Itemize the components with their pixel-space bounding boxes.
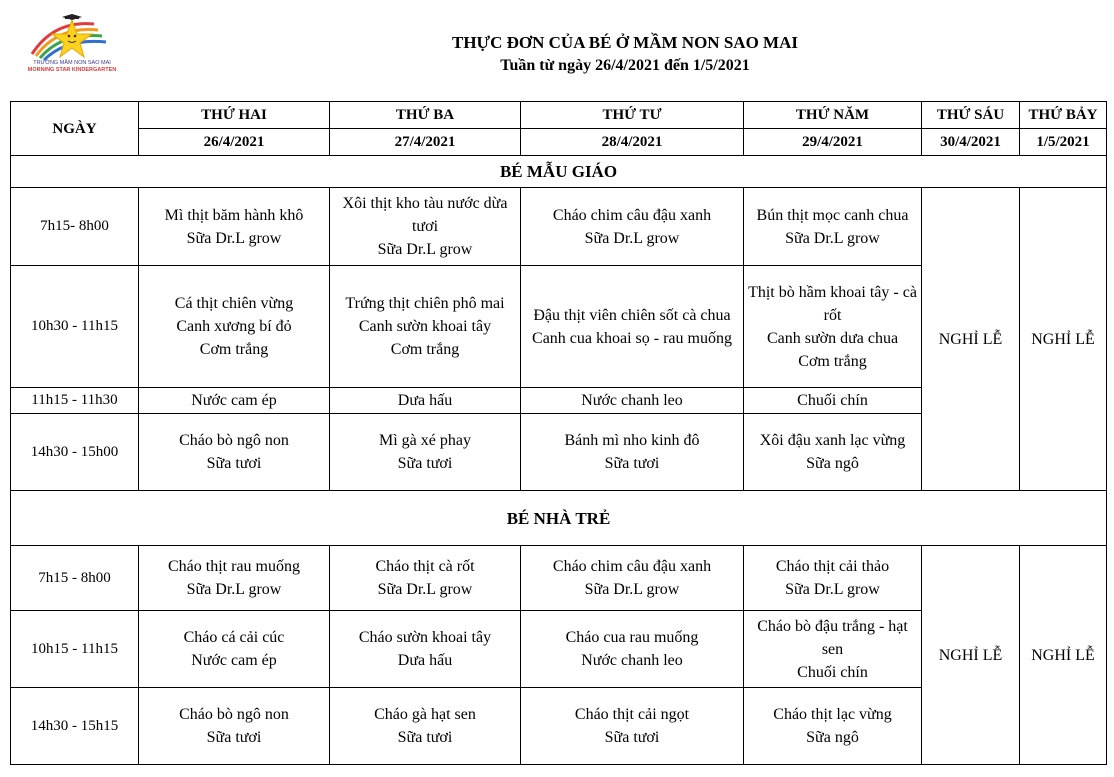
section-title-kindergarten: BÉ MẪU GIÁO [11, 156, 1107, 188]
meal-item: Bánh mì nho kinh đô [564, 432, 700, 449]
meal-time: 7h15- 8h00 [11, 188, 139, 266]
page-subtitle: Tuần từ ngày 26/4/2021 đến 1/5/2021 [500, 57, 750, 74]
meal-item: Cơm trắng [199, 341, 269, 358]
meal-item: Sữa Dr.L grow [377, 581, 473, 598]
meal-time: 14h30 - 15h15 [11, 688, 139, 765]
meal-item: Bún thịt mọc canh chua [756, 206, 909, 224]
holiday-cell: NGHỈ LỄ [1020, 546, 1107, 765]
meal-cell [744, 188, 922, 266]
meal-time: 14h30 - 15h00 [11, 414, 139, 491]
school-logo [24, 14, 120, 78]
meal-item: Xôi đậu xanh lạc vừng [759, 432, 906, 449]
holiday-cell: NGHỈ LỄ [1020, 188, 1107, 491]
meal-cell [521, 414, 744, 491]
meal-cell [139, 188, 330, 266]
logo-school-name: TRƯỜNG MẦM NON SAO MAI [33, 60, 111, 66]
meal-cell [744, 688, 922, 765]
meal-cell [744, 611, 922, 688]
logo-english-name: MORNING STAR KINDERGARTEN [27, 67, 117, 73]
holiday-cell: NGHỈ LỄ [922, 188, 1020, 491]
meal-cell [330, 611, 521, 688]
meal-cell [744, 414, 922, 491]
header-day-date: 26/4/2021 [139, 129, 330, 156]
section-title-nursery: BÉ NHÀ TRẺ [11, 491, 1107, 546]
menu-table [10, 101, 1107, 765]
meal-cell [139, 414, 330, 491]
meal-item: Cháo cua rau muống [565, 629, 699, 646]
meal-cell [521, 688, 744, 765]
meal-item: Đậu thịt viên chiên sốt cà chua [533, 306, 731, 324]
header-day-name: THỨ TƯ [521, 102, 744, 129]
meal-cell [744, 546, 922, 611]
meal-time: 10h15 - 11h15 [11, 611, 139, 688]
meal-cell [521, 266, 744, 388]
meal-item: Sữa Dr.L grow [584, 581, 680, 598]
meal-cell [521, 188, 744, 266]
header-day-name: THỨ HAI [139, 102, 330, 129]
meal-time: 7h15 - 8h00 [11, 546, 139, 611]
meal-item: Sữa tươi [397, 455, 453, 472]
meal-item: Cháo chim câu đậu xanh [552, 558, 712, 575]
meal-cell [139, 388, 330, 414]
meal-cell [744, 266, 922, 388]
meal-item: Sữa Dr.L grow [785, 229, 880, 247]
page-title: THỰC ĐƠN CỦA BÉ Ở MẦM NON SAO MAI [452, 33, 798, 52]
header-day-date: 27/4/2021 [330, 129, 521, 156]
meal-item: Cháo sườn khoai tây [358, 629, 492, 646]
meal-time: 11h15 - 11h30 [11, 388, 139, 414]
meal-cell [330, 546, 521, 611]
meal-item: Cháo bò đậu trắng - hạt sen [757, 617, 908, 658]
meal-item: Mì gà xé phay [379, 432, 471, 449]
meal-cell [330, 388, 521, 414]
meal-item: Cơm trắng [390, 341, 460, 358]
meal-item: Chuối chín [797, 392, 868, 409]
header-day-name: THỨ SÁU [922, 102, 1020, 129]
meal-item: Sữa tươi [397, 729, 453, 746]
header-day-date: 1/5/2021 [1020, 129, 1107, 156]
meal-item: Cơm trắng [798, 352, 867, 370]
header-day-date: 30/4/2021 [922, 129, 1020, 156]
meal-item: Cháo chim câu đậu xanh [552, 206, 712, 224]
meal-item: Cháo gà hạt sen [374, 706, 476, 723]
meal-cell [330, 188, 521, 266]
meal-cell [139, 688, 330, 765]
meal-cell [330, 414, 521, 491]
header-day-name: THỨ BA [330, 102, 521, 129]
meal-item: Cháo thịt rau muống [168, 558, 300, 575]
meal-item: Dưa hấu [397, 392, 453, 409]
meal-item: Sữa tươi [604, 729, 660, 746]
meal-item: Cháo bò ngô non [179, 432, 289, 449]
meal-cell [139, 611, 330, 688]
meal-item: Sữa tươi [206, 455, 262, 472]
meal-item: Nước chanh leo [581, 392, 683, 409]
meal-item: Cháo cá cải cúc [183, 629, 285, 646]
meal-item: Canh sườn dưa chua [766, 329, 899, 347]
meal-item: Cháo thịt lạc vừng [773, 706, 892, 723]
meal-item: Canh sườn khoai tây [358, 318, 492, 335]
meal-time: 10h30 - 11h15 [11, 266, 139, 388]
meal-item: Sữa Dr.L grow [785, 581, 880, 598]
meal-item: Sữa Dr.L grow [186, 229, 282, 247]
meal-item: Cháo thịt cà rốt [375, 558, 475, 575]
meal-item: Canh xương bí đỏ [176, 318, 292, 335]
star-logo-icon [24, 14, 120, 62]
meal-item: Sữa ngô [806, 455, 859, 472]
meal-item: Cháo thịt cải ngọt [574, 706, 690, 723]
meal-item: Sữa tươi [604, 455, 660, 472]
meal-item: Xôi thịt kho tàu nước dừa tươi [342, 195, 508, 235]
meal-item: Sữa tươi [206, 729, 262, 746]
header-day-name: THỨ NĂM [744, 102, 922, 129]
header-day-name: THỨ BẢY [1020, 102, 1107, 129]
meal-cell [521, 388, 744, 414]
meal-item: Sữa ngô [806, 729, 859, 746]
holiday-cell: NGHỈ LỄ [922, 546, 1020, 765]
header-day-date: 29/4/2021 [744, 129, 922, 156]
meal-item: Trứng thịt chiên phô mai [345, 295, 505, 312]
meal-item: Nước chanh leo [581, 652, 683, 669]
meal-cell [330, 266, 521, 388]
meal-item: Thịt bò hầm khoai tây - cà rốt [748, 283, 917, 324]
header-day-date: 28/4/2021 [521, 129, 744, 156]
meal-item: Cháo thịt cải thảo [775, 558, 890, 575]
meal-item: Cá thịt chiên vừng [174, 295, 294, 312]
meal-cell [139, 546, 330, 611]
meal-item: Sữa Dr.L grow [377, 241, 473, 258]
meal-item: Sữa Dr.L grow [186, 581, 282, 598]
meal-item: Nước cam ép [191, 392, 277, 409]
meal-item: Mì thịt băm hành khô [164, 206, 304, 224]
meal-cell [330, 688, 521, 765]
meal-item: Nước cam ép [191, 652, 277, 669]
meal-item: Cháo bò ngô non [179, 706, 289, 723]
meal-cell [521, 611, 744, 688]
meal-item: Sữa Dr.L grow [584, 229, 680, 247]
meal-item: Canh cua khoai sọ - rau muống [532, 329, 732, 347]
meal-cell [744, 388, 922, 414]
header-day-label: NGÀY [11, 102, 139, 156]
meal-cell [521, 546, 744, 611]
meal-cell [139, 266, 330, 388]
meal-item: Dưa hấu [397, 652, 453, 669]
meal-item: Chuối chín [797, 663, 868, 681]
